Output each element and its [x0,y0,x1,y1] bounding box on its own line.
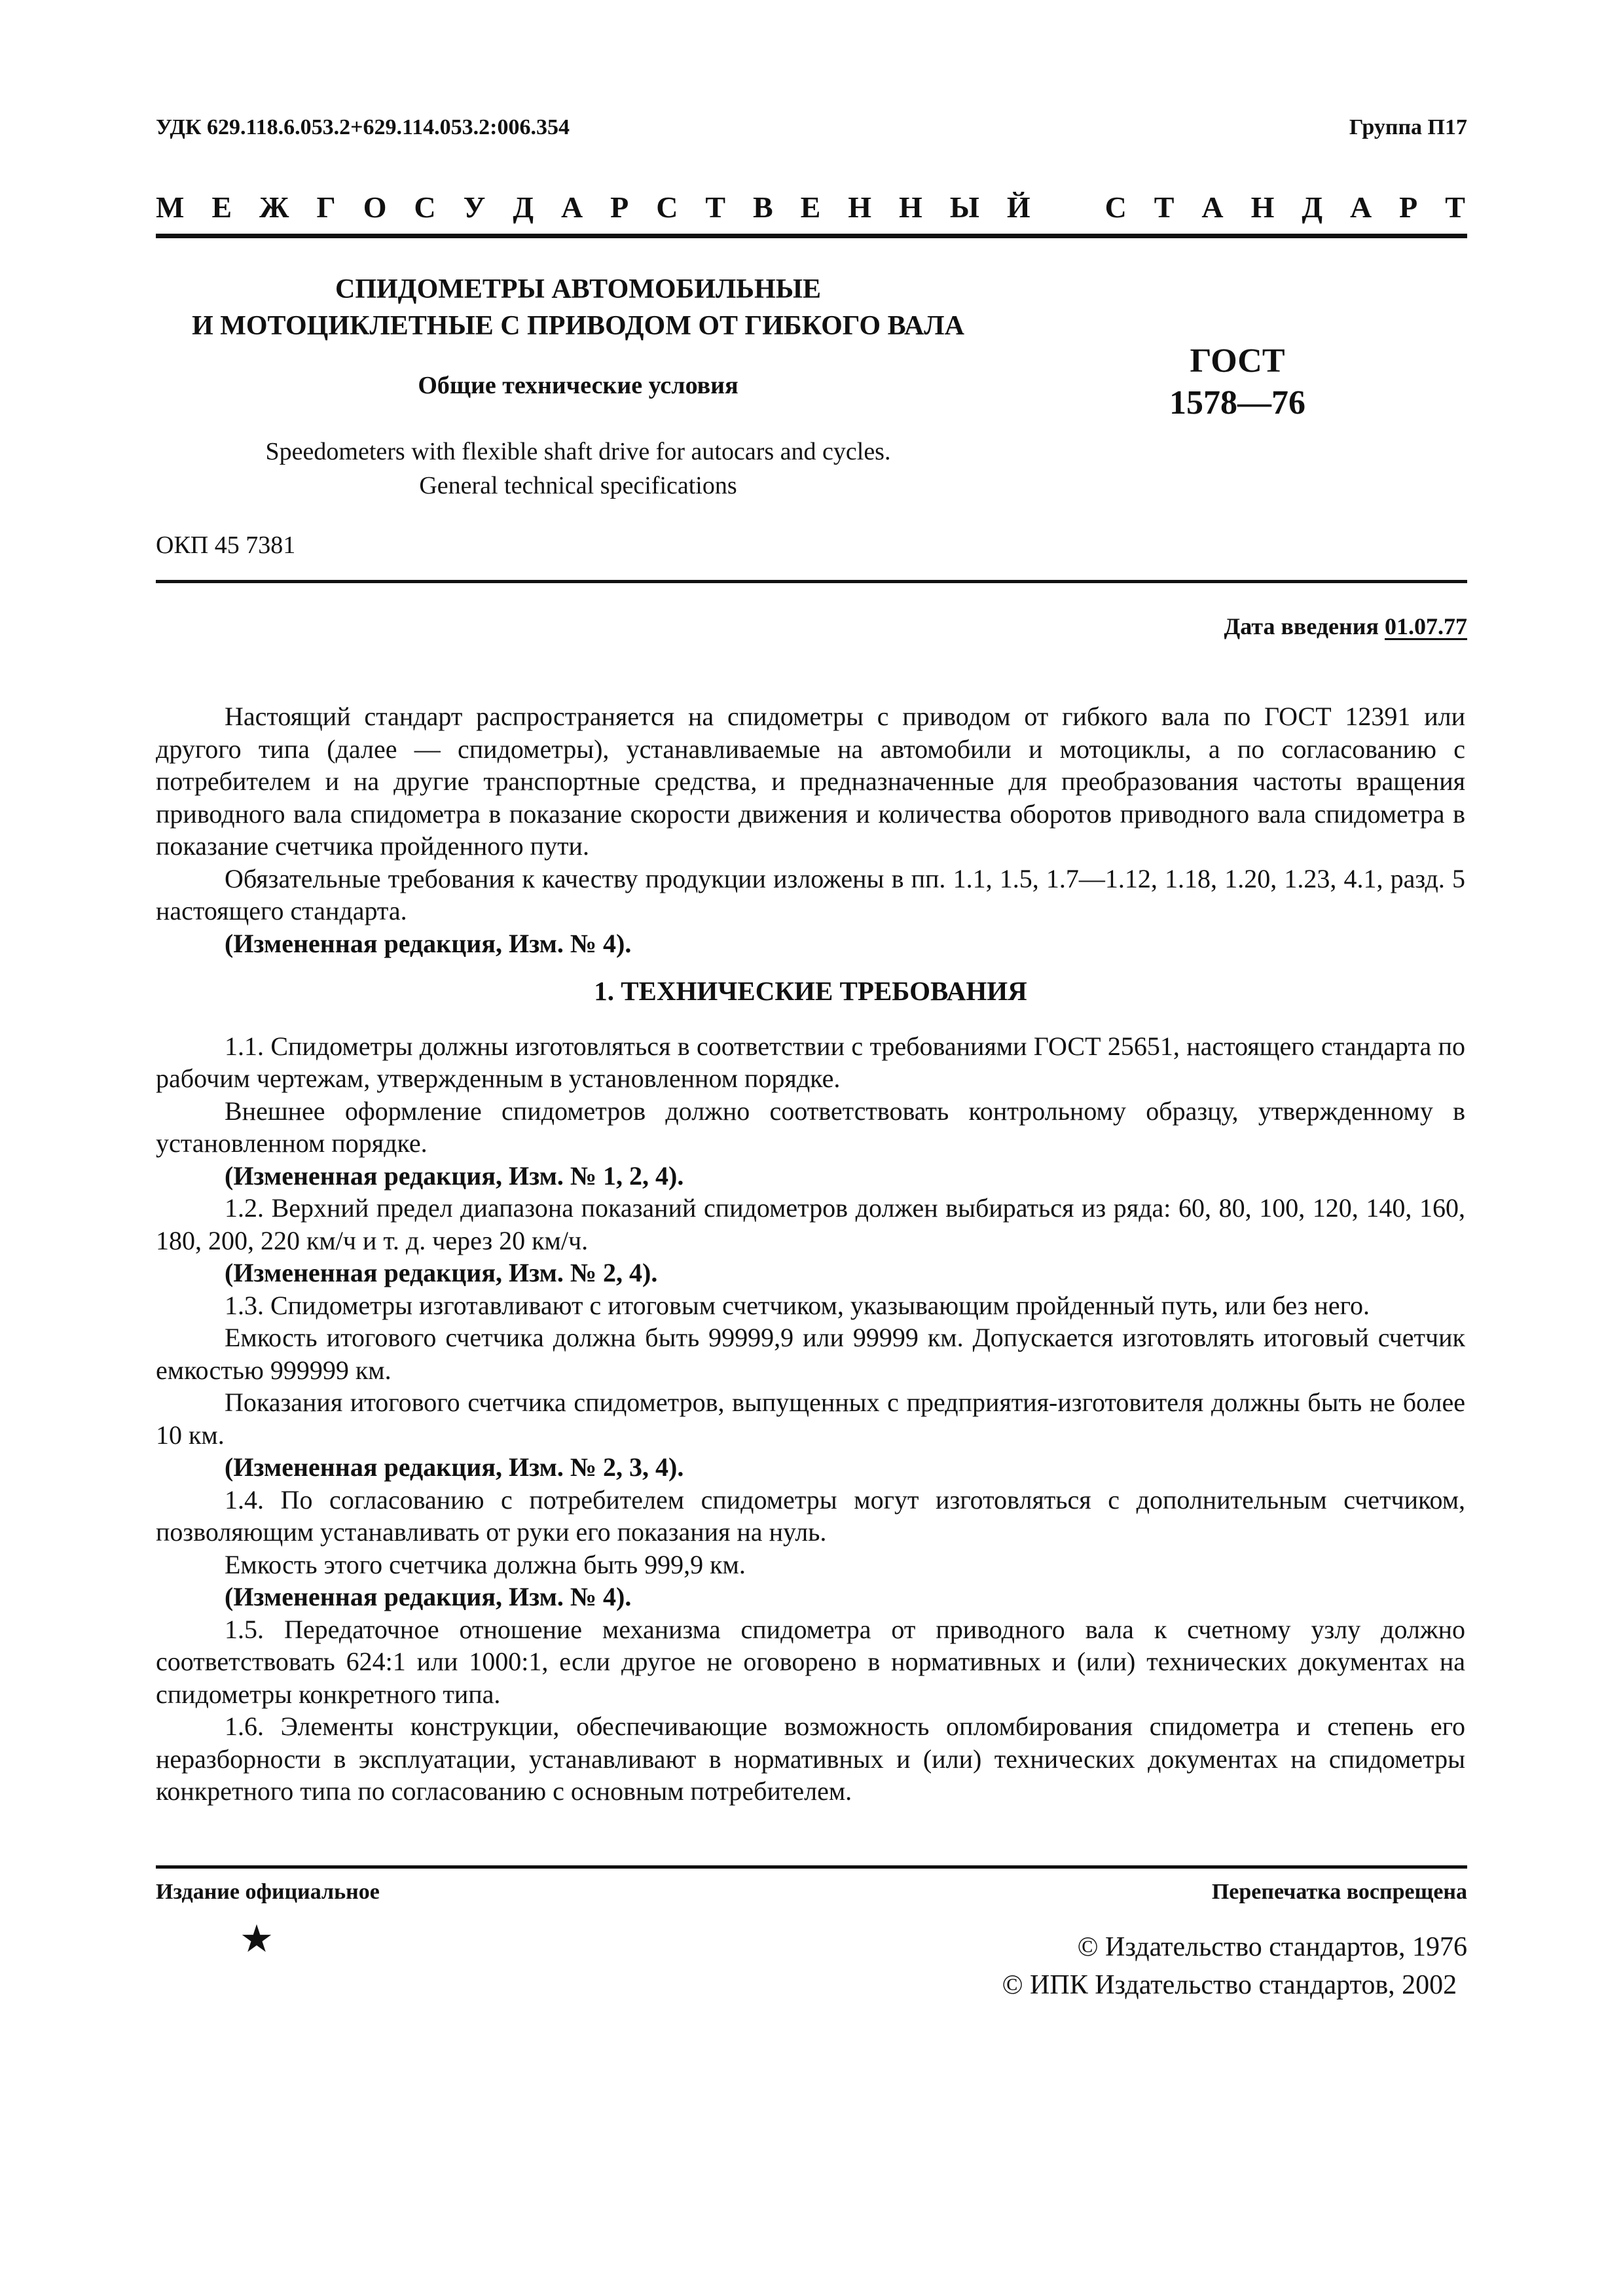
paragraph: Обязательные требования к качеству продукции изложены в пп. 1.1, 1.5, 1.7—1.12, 1.18, 1.20, 1.23, 4.1, разд. 5 настоящего стандарта. [156,863,1465,925]
standard-banner [156,190,1465,224]
banner-letter: А [1201,190,1224,224]
section-heading: 1. ТЕХНИЧЕСКИЕ ТРЕБОВАНИЯ [594,976,1027,1006]
banner-letter: В [753,190,773,224]
banner-letter: У [463,190,486,224]
amendment-note: (Измененная редакция, Изм. № 2, 4). [225,1258,658,1287]
banner-letter: С [1104,190,1127,224]
banner-letter: Р [610,190,629,224]
banner-letter: Н [848,190,872,224]
banner-letter: О [363,190,387,224]
introduction [156,700,1465,960]
paragraph: 1.4. По согласованию с потребителем спидометры могут изготовляться с дополнительным счетчиком, позволяющим устанавливать от руки его показания на нуль. [156,1484,1465,1547]
paragraph: Емкость итогового счетчика должна быть 99999,9 или 99999 км. Допускается изготовлять итоговый счетчик емкостью 999999 км. [156,1323,1465,1385]
date-value: 01.07.77 [1385,613,1467,639]
amendment-note: (Измененная редакция, Изм. № 1, 2, 4). [225,1160,684,1191]
group-code: Группа П17 [1349,115,1467,139]
star-icon: ★ [240,1918,274,1960]
banner-letter: Н [1250,190,1275,224]
gost-designation [1120,340,1355,424]
okp-code: ОКП 45 7381 [156,531,296,559]
gost-label: ГОСТ [1190,342,1285,380]
banner-letter: А [1349,190,1372,224]
paragraph: 1.2. Верхний предел диапазона показаний спидометров должен выбираться из ряда: 60, 80, 100, 120, 140, 160, 180, 200, 220 км/ч и т. д. через 20 км/ч. [156,1193,1465,1255]
banner-letter: Ж [259,190,289,224]
paragraph: 1.5. Передаточное отношение механизма спидометра от приводного вала к счетному узлу должно соответствовать 624:1 или 1000:1, если другое не оговорено в нормативных и (или) технических документах на спидометры конкретного типа. [156,1614,1465,1709]
document-subtitle: Общие технические условия [418,372,739,399]
copyright-line-1: © Издательство стандартов, 1976 [1077,1932,1467,1962]
copyright-block [1002,1928,1467,2004]
banner-letter: Г [316,190,336,224]
document-body [156,700,1465,1808]
banner-letter: Е [211,190,232,224]
banner-letter: С [656,190,678,224]
edition-label: Издание официальное [156,1880,380,1904]
english-title-line-1: Speedometers with flexible shaft drive for autocars and cycles. [265,438,891,465]
footer-rule [156,1865,1467,1869]
banner-letter: А [560,190,583,224]
document-title [156,271,1000,344]
banner-letter: Д [513,190,534,224]
reprint-notice: Перепечатка воспрещена [1211,1880,1467,1904]
gost-number: 1578—76 [1169,384,1305,422]
banner-letter: Р [1399,190,1418,224]
introduction-date [1224,613,1468,640]
banner-letter: Т [1154,190,1175,224]
amendment-note: (Измененная редакция, Изм. № 4). [225,928,632,958]
banner-letter: Т [705,190,726,224]
banner-letter: Н [899,190,922,224]
banner-letter: Е [800,190,821,224]
paragraph: Емкость этого счетчика должна быть 999,9 км. [225,1549,746,1579]
paragraph: Настоящий стандарт распространяется на спидометры с приводом от гибкого вала по ГОСТ 12391 или другого типа (далее — спидометры), устанавливаемые на автомобили и мотоциклы, а по согласованию с потребителем и на другие транспортные средства, и предназначенные для преобразования частоты вращения приводного вала спидометра в показание скорости движения и количества оборотов приводного вала спидометра в показание счетчика пройденного пути. [156,702,1465,861]
banner-letter: Й [1006,190,1030,224]
amendment-note: (Измененная редакция, Изм. № 2, 3, 4). [225,1452,684,1482]
section-technical-requirements [156,1030,1465,1808]
date-label: Дата введения [1224,613,1379,639]
banner-rule [156,234,1467,238]
paragraph: 1.1. Спидометры должны изготовляться в соответствии с требованиями ГОСТ 25651, настоящего стандарта по рабочим чертежам, утвержденным в установленном порядке. [156,1031,1465,1093]
title-line-2: И МОТОЦИКЛЕТНЫЕ С ПРИВОДОМ ОТ ГИБКОГО ВАЛА [192,311,964,341]
banner-gap [1058,190,1078,224]
udk-code: УДК 629.118.6.053.2+629.114.053.2:006.354 [156,115,570,139]
banner-letter: Т [1445,190,1465,224]
amendment-note: (Измененная редакция, Изм. № 4). [225,1582,632,1611]
banner-letter: М [156,190,185,224]
title-line-1: СПИДОМЕТРЫ АВТОМОБИЛЬНЫЕ [335,274,821,304]
banner-letter: С [414,190,436,224]
paragraph: 1.6. Элементы конструкции, обеспечивающие возможность опломбирования спидометра и степень его неразборности в эксплуатации, устанавливают в нормативных и (или) технических документах на спидометры конкретного типа по согласованию с основным потребителем. [156,1712,1465,1806]
paragraph: 1.3. Спидометры изготавливают с итоговым счетчиком, указывающим пройденный путь, или без него. [225,1290,1370,1320]
english-title [156,435,1000,503]
header-rule [156,580,1467,583]
banner-letter: Д [1302,190,1322,224]
paragraph: Внешнее оформление спидометров должно соответствовать контрольному образцу, утвержденному в установленном порядке. [156,1096,1465,1158]
banner-letter: Ы [949,190,979,224]
paragraph: Показания итогового счетчика спидометров, выпущенных с предприятия-изготовителя должны быть не более 10 км. [156,1388,1465,1450]
copyright-line-2: © ИПК Издательство стандартов, 2002 [1002,1970,1457,2000]
english-title-line-2: General technical specifications [419,472,737,499]
